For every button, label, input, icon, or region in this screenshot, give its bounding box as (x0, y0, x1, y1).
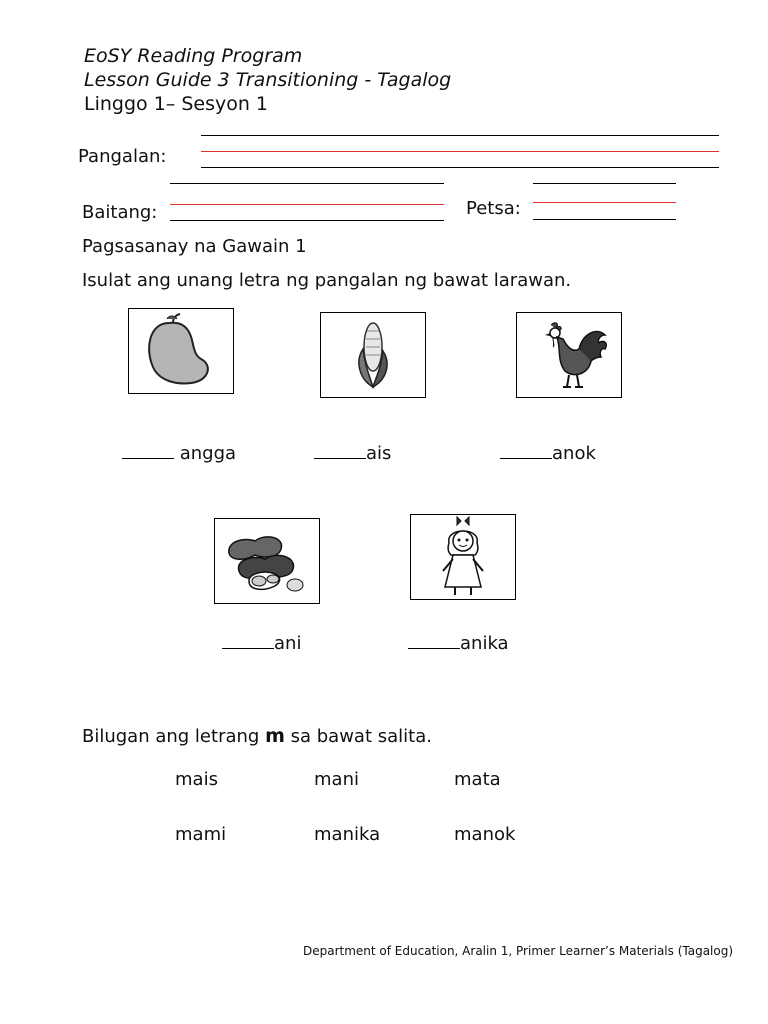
mango-picture (128, 308, 234, 394)
name-line-mid (201, 151, 719, 152)
date-label: Petsa: (466, 198, 521, 219)
word-item[interactable]: mani (314, 769, 359, 790)
lesson-title: Lesson Guide 3 Transitioning - Tagalog (84, 69, 452, 91)
instruction-circle-after: sa bawat salita. (290, 726, 432, 747)
session-label: Linggo 1– Sesyon 1 (84, 93, 269, 115)
answer-blank[interactable] (500, 444, 552, 459)
blank-word-mais[interactable] (314, 443, 391, 464)
name-line-top (201, 135, 719, 136)
word-suffix: anika (460, 633, 509, 654)
grade-line-base[interactable] (170, 220, 444, 221)
answer-blank[interactable] (222, 634, 274, 649)
blank-word-manok[interactable] (500, 443, 596, 464)
peanut-icon (215, 519, 319, 603)
instruction-write: Isulat ang unang letra ng pangalan ng bawat larawan. (82, 270, 572, 291)
answer-blank[interactable] (408, 634, 460, 649)
mango-icon (129, 309, 233, 393)
date-line-base[interactable] (533, 219, 676, 220)
program-title: EoSY Reading Program (84, 45, 303, 67)
grade-line-mid (170, 204, 444, 205)
peanut-picture (214, 518, 320, 604)
word-item[interactable]: mais (175, 769, 218, 790)
blank-word-manika[interactable] (408, 633, 509, 654)
corn-picture (320, 312, 426, 398)
target-letter: m (265, 725, 285, 747)
footer-credit: Department of Education, Aralin 1, Primer Learner’s Materials (Tagalog) (303, 944, 734, 958)
name-line-base[interactable] (201, 167, 719, 168)
word-suffix: ais (366, 443, 392, 464)
blank-word-mangga[interactable] (122, 443, 236, 464)
word-item[interactable]: mata (454, 769, 501, 790)
answer-blank[interactable] (314, 444, 366, 459)
doll-icon (411, 515, 515, 599)
instruction-circle-before: Bilugan ang letrang (82, 726, 260, 747)
answer-blank[interactable] (122, 444, 174, 459)
word-suffix: ani (274, 633, 302, 654)
word-item[interactable]: manika (314, 824, 381, 845)
word-item[interactable]: manok (454, 824, 516, 845)
blank-word-mani[interactable] (222, 633, 301, 654)
instruction-circle (82, 725, 432, 747)
doll-picture (410, 514, 516, 600)
word-suffix: anok (552, 443, 596, 464)
activity-title: Pagsasanay na Gawain 1 (82, 236, 307, 257)
date-line-mid (533, 202, 676, 203)
word-item[interactable]: mami (175, 824, 227, 845)
grade-line-top (170, 183, 444, 184)
rooster-icon (517, 313, 621, 397)
rooster-picture (516, 312, 622, 398)
name-label: Pangalan: (78, 146, 167, 167)
word-suffix: angga (179, 443, 237, 464)
grade-label: Baitang: (82, 202, 158, 223)
corn-icon (321, 313, 425, 397)
date-line-top (533, 183, 676, 184)
